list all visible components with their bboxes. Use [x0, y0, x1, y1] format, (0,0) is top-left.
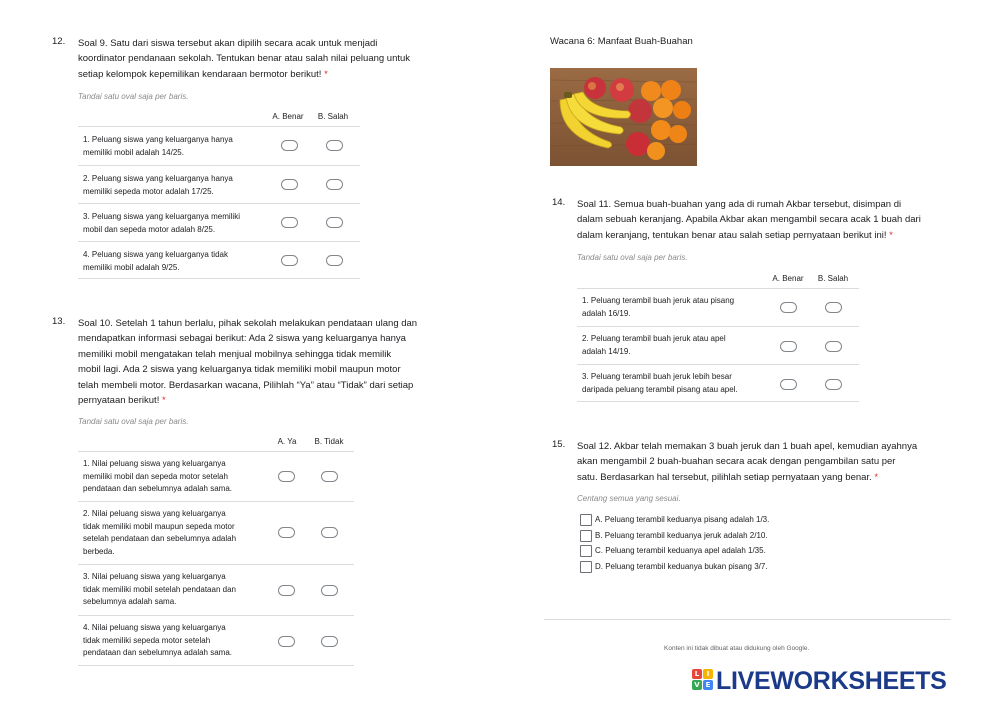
checkbox-option[interactable] — [580, 561, 880, 574]
row-label: 4. Peluang siswa yang keluarganya tidak memiliki mobil adalah 9/25. — [83, 250, 228, 272]
row-label: 1. Peluang terambil buah jeruk atau pisang adalah 16/19. — [582, 296, 735, 318]
checkbox[interactable] — [580, 561, 592, 573]
row-label: 3. Peluang siswa yang keluarganya memiliki mobil dan sepeda motor adalah 8/25. — [83, 212, 240, 234]
question-number: 15. — [552, 439, 566, 450]
radio-oval-ya[interactable] — [278, 527, 295, 538]
choice-grid — [78, 112, 360, 282]
question-text: Soal 11. Semua buah-buahan yang ada di rumah Akbar tersebut, disimpan di dalam sebuah keranjang. Apabila Akbar akan mengambil secara acak 1 buah dari dalam keranjang, tentukan benar atau salah setiap pernyataan berikut ini! * — [577, 199, 921, 241]
radio-oval-tidak[interactable] — [321, 471, 338, 482]
grid-row — [577, 364, 859, 402]
checkbox[interactable] — [580, 530, 592, 542]
column-header: B. Salah — [817, 274, 849, 283]
radio-oval-benar[interactable] — [281, 140, 298, 151]
grid-row — [78, 241, 360, 279]
radio-oval-salah[interactable] — [825, 302, 842, 313]
radio-oval-ya[interactable] — [278, 585, 295, 596]
grid-row — [78, 564, 354, 615]
google-disclaimer: Konten ini tidak dibuat atau didukung oleh Google. — [664, 645, 810, 652]
grid-row — [78, 615, 354, 666]
logo-blocks-icon: L I V E — [692, 669, 714, 691]
question-hint: Tandai satu oval saja per baris. — [78, 417, 189, 426]
fruit-illustration — [550, 68, 697, 166]
radio-oval-ya[interactable] — [278, 471, 295, 482]
radio-oval-salah[interactable] — [326, 179, 343, 190]
question-number: 13. — [52, 316, 66, 327]
checkbox-label: B. Peluang terambil keduanya jeruk adalah 2/10. — [595, 531, 768, 540]
grid-row — [78, 451, 354, 501]
question-hint: Centang semua yang sesuai. — [577, 494, 681, 503]
radio-oval-ya[interactable] — [278, 636, 295, 647]
radio-oval-salah[interactable] — [825, 341, 842, 352]
radio-oval-benar[interactable] — [281, 217, 298, 228]
question-number: 12. — [52, 36, 66, 47]
choice-grid — [78, 437, 354, 667]
required-asterisk: * — [324, 68, 328, 80]
checkbox-option[interactable] — [580, 514, 880, 527]
radio-oval-salah[interactable] — [326, 140, 343, 151]
wacana-title: Wacana 6: Manfaat Buah-Buahan — [550, 36, 693, 47]
grid-row — [78, 165, 360, 203]
question-number: 14. — [552, 197, 566, 208]
question-hint: Tandai satu oval saja per baris. — [577, 253, 688, 262]
checkbox-label: D. Peluang terambil keduanya bukan pisang 3/7. — [595, 562, 768, 571]
grid-row — [78, 501, 354, 564]
question-12 — [52, 36, 452, 281]
question-15 — [552, 439, 952, 579]
question-14 — [552, 197, 952, 407]
row-label: 3. Peluang terambil buah jeruk lebih besar daripada peluang terambil pisang atau apel. — [582, 372, 738, 394]
row-label: 2. Peluang terambil buah jeruk atau apel adalah 14/19. — [582, 334, 726, 356]
question-hint: Tandai satu oval saja per baris. — [78, 92, 189, 101]
column-header: A. Benar — [272, 112, 304, 121]
fruit-photo — [550, 68, 697, 166]
column-header: A. Ya — [277, 437, 297, 446]
row-label: 1. Nilai peluang siswa yang keluarganya memiliki mobil dan sepeda motor setelah pendataan dan sebelumnya adalah sama. — [83, 459, 232, 494]
radio-oval-benar[interactable] — [281, 255, 298, 266]
radio-oval-benar[interactable] — [780, 302, 797, 313]
footer-divider — [544, 619, 951, 620]
grid-row — [78, 203, 360, 241]
radio-oval-benar[interactable] — [780, 341, 797, 352]
radio-oval-salah[interactable] — [326, 217, 343, 228]
grid-row — [577, 288, 859, 326]
checkbox[interactable] — [580, 545, 592, 557]
checkbox-option[interactable] — [580, 545, 880, 558]
radio-oval-salah[interactable] — [326, 255, 343, 266]
column-header: B. Tidak — [314, 437, 344, 446]
column-header: B. Salah — [317, 112, 349, 121]
logo-text: LIVEWORKSHEETS — [716, 667, 947, 695]
choice-grid — [577, 274, 859, 404]
question-13 — [52, 316, 452, 668]
radio-oval-benar[interactable] — [281, 179, 298, 190]
question-text: Soal 12. Akbar telah memakan 3 buah jeruk dan 1 buah apel, kemudian ayahnya akan mengambil 2 buah-buahan secara acak dengan pengambilan satu per satu. Berdasarkan hal tersebut, pilihlah setiap pernyataan yang benar. * — [577, 441, 918, 483]
row-label: 4. Nilai peluang siswa yang keluarganya tidak memiliki sepeda motor setelah pendataan dan sebelumnya adalah sama. — [83, 623, 232, 658]
radio-oval-benar[interactable] — [780, 379, 797, 390]
row-label: 2. Nilai peluang siswa yang keluarganya tidak memiliki mobil maupun sepeda motor setelah pendataan dan sebelumnya adalah berbeda. — [83, 509, 237, 556]
radio-oval-tidak[interactable] — [321, 636, 338, 647]
required-asterisk: * — [889, 229, 893, 241]
grid-row — [78, 126, 360, 165]
column-header: A. Benar — [772, 274, 804, 283]
row-label: 3. Nilai peluang siswa yang keluarganya tidak memiliki mobil setelah pendataan dan sebelumnya adalah sama. — [83, 572, 236, 607]
radio-oval-tidak[interactable] — [321, 585, 338, 596]
required-asterisk: * — [874, 471, 879, 483]
question-text: Soal 10. Setelah 1 tahun berlalu, pihak sekolah melakukan pendataan ulang dan mendapatkan informasi sebagai berikut: Ada 2 siswa yang keluarganya hanya memiliki mobil mengatakan telah menjual mobilnya sehingga tidak memilik mobil lagi. Ada 2 siswa yang keluarganya tidak memiliki mobil maupun motor telah membeli motor. Berdasarkan wacana, Pilihlah “Ya” atau “Tidak” dari setiap pernyataan berikut! * — [78, 318, 418, 407]
radio-oval-salah[interactable] — [825, 379, 842, 390]
required-asterisk: * — [161, 395, 166, 407]
checkbox-option[interactable] — [580, 530, 880, 543]
row-label: 1. Peluang siswa yang keluarganya hanya memiliki mobil adalah 14/25. — [83, 135, 233, 157]
grid-row — [577, 326, 859, 364]
row-label: 2. Peluang siswa yang keluarganya hanya memiliki sepeda motor adalah 17/25. — [83, 174, 233, 196]
checkbox[interactable] — [580, 514, 592, 526]
question-text: Soal 9. Satu dari siswa tersebut akan dipilih secara acak untuk menjadi koordinator pendanaan sekolah. Tentukan benar atau salah nilai peluang untuk setiap kelompok kepemilikan kendaraan bermotor berikut! * — [78, 38, 411, 80]
radio-oval-tidak[interactable] — [321, 527, 338, 538]
checkbox-label: A. Peluang terambil keduanya pisang adalah 1/3. — [595, 515, 770, 524]
checkbox-label: C. Peluang terambil keduanya apel adalah 1/35. — [595, 546, 766, 555]
